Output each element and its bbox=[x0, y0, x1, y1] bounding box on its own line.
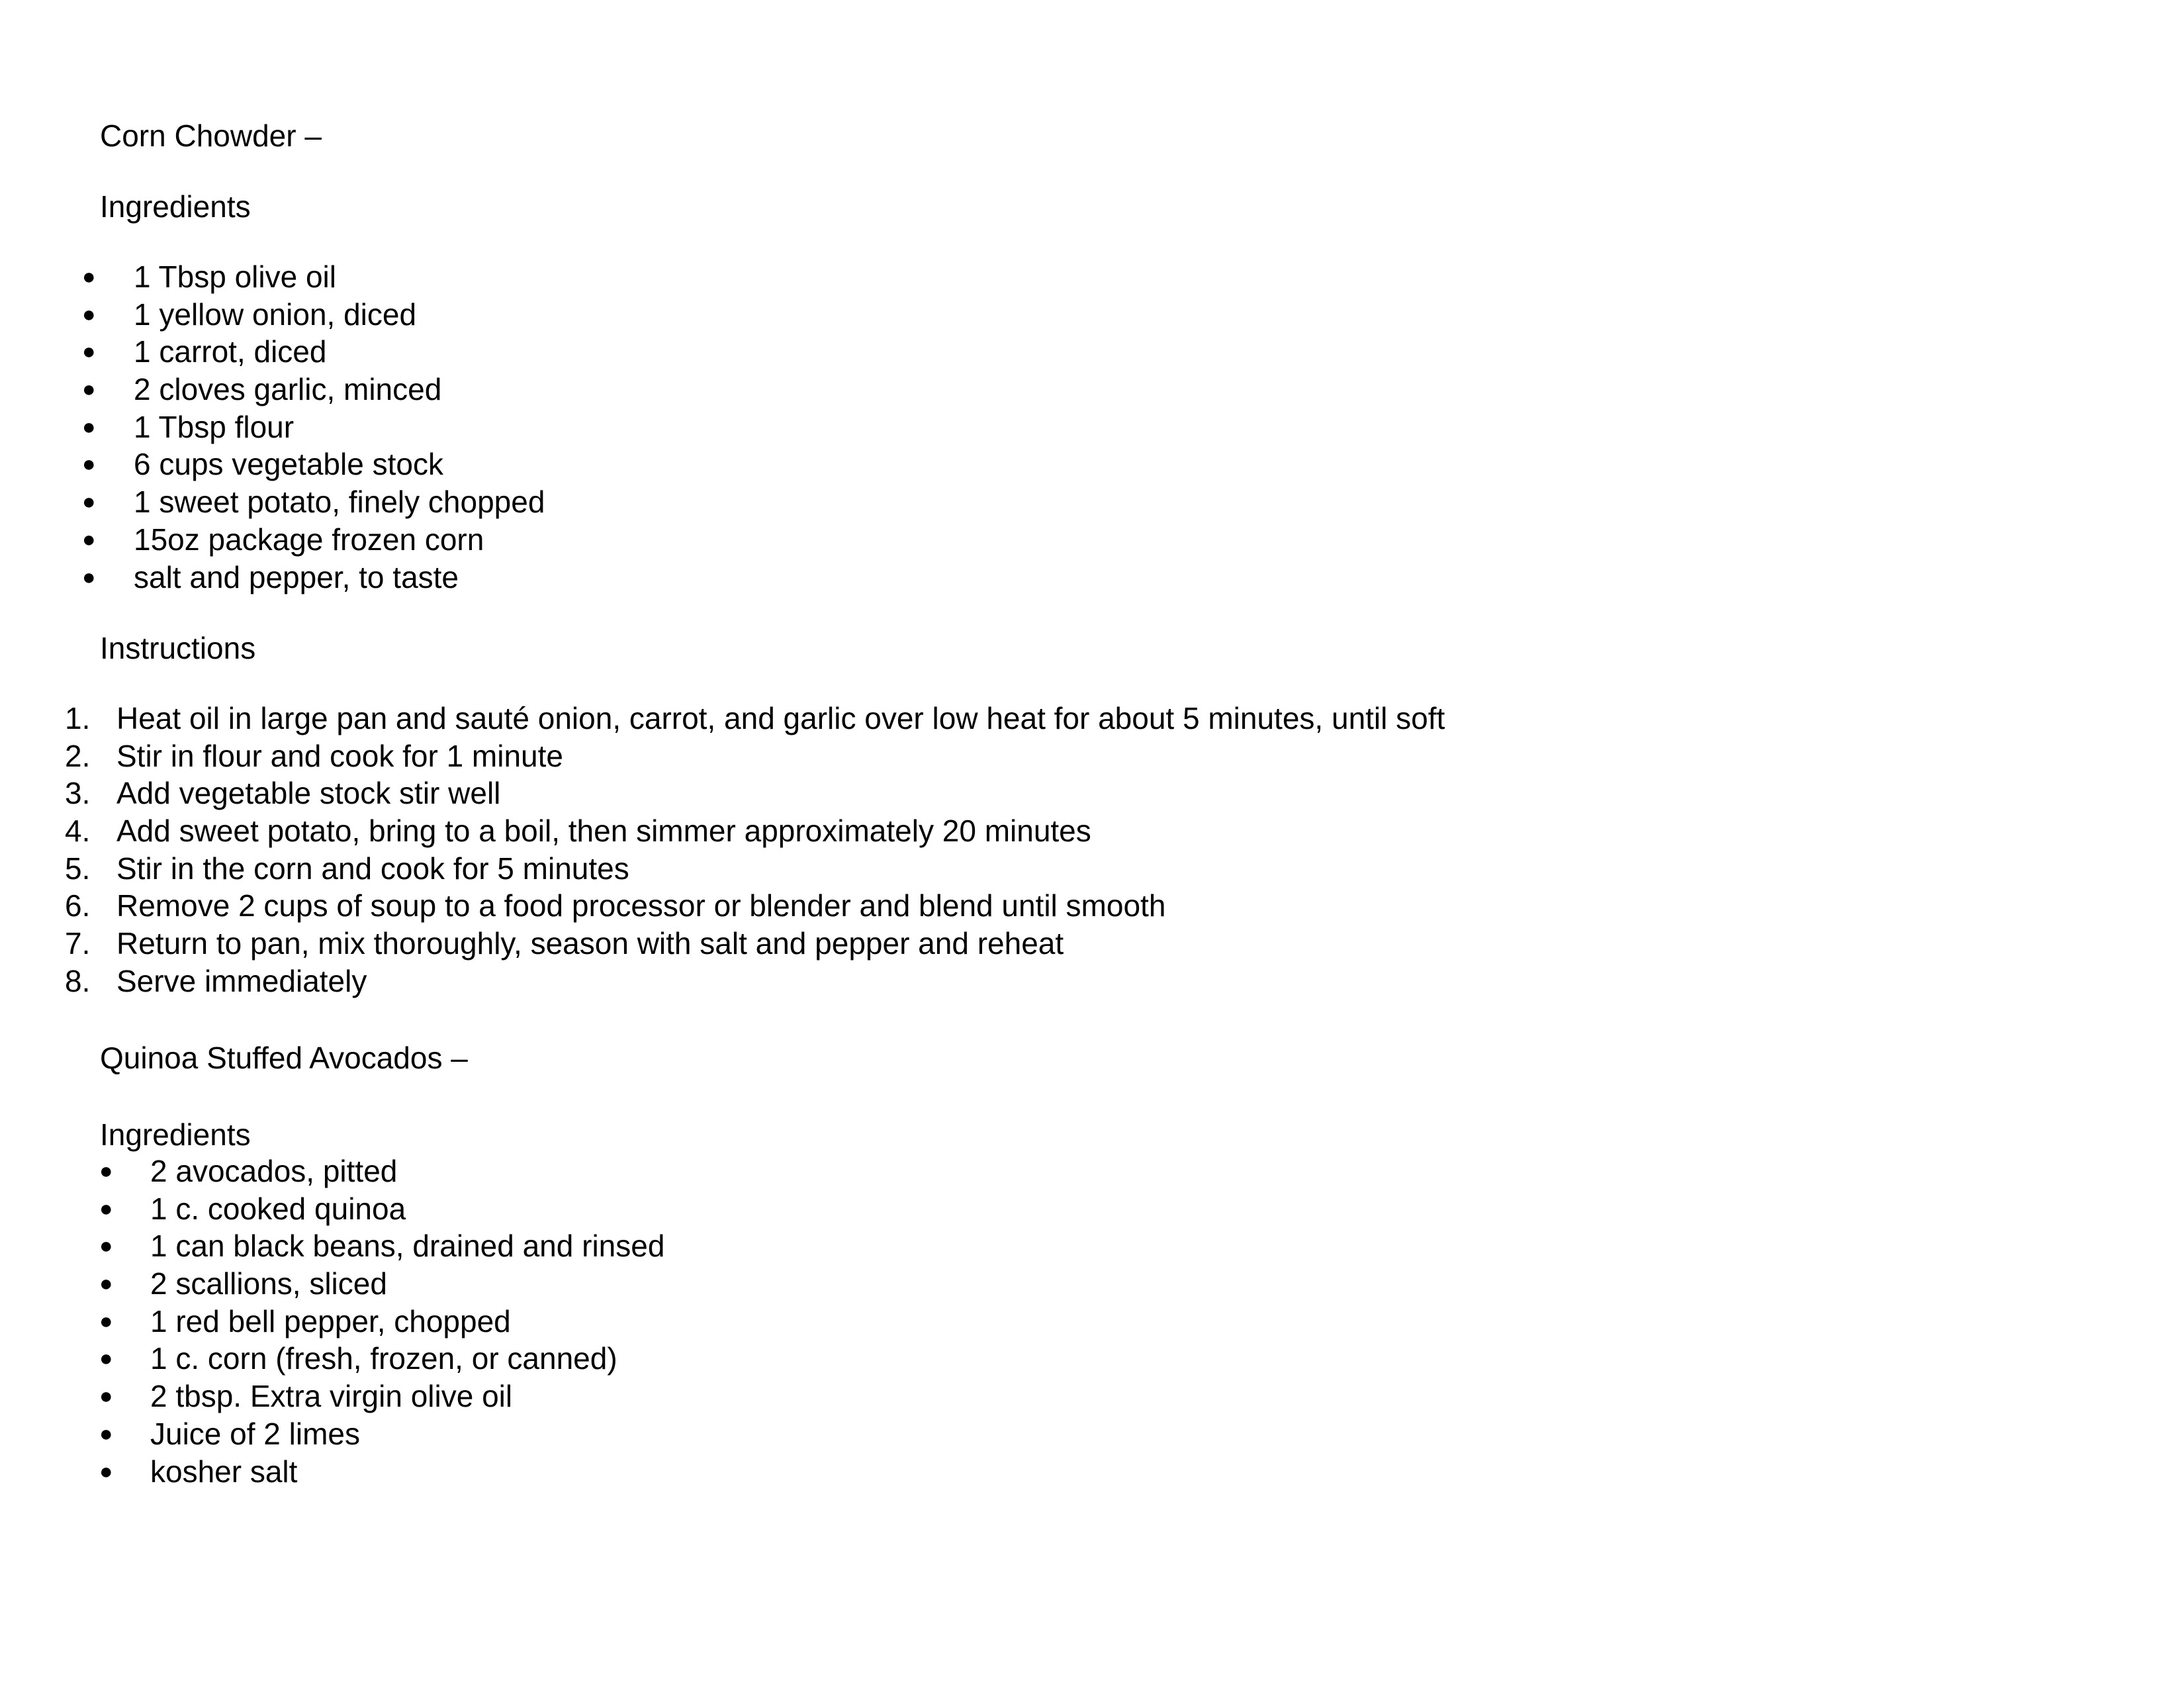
bullet-icon: ● bbox=[82, 339, 96, 365]
ingredient-text: 1 carrot, diced bbox=[134, 334, 327, 369]
bullet-icon: ● bbox=[82, 377, 96, 402]
step-number: 5. bbox=[65, 851, 91, 886]
ingredients-list bbox=[0, 258, 2184, 596]
list-item bbox=[0, 1227, 2184, 1265]
bullet-icon: ● bbox=[82, 564, 96, 590]
bullet-icon: ● bbox=[99, 1271, 113, 1297]
bullet-icon: ● bbox=[82, 451, 96, 477]
bullet-icon: ● bbox=[82, 414, 96, 440]
ingredient-text: 2 cloves garlic, minced bbox=[134, 372, 442, 407]
list-item bbox=[0, 812, 2184, 850]
step-number: 8. bbox=[65, 963, 91, 998]
ingredient-text: 2 tbsp. Extra virgin olive oil bbox=[150, 1379, 513, 1414]
ingredient-text: salt and pepper, to taste bbox=[134, 559, 459, 594]
bullet-icon: ● bbox=[82, 264, 96, 289]
list-item bbox=[0, 296, 2184, 334]
list-item bbox=[0, 1190, 2184, 1228]
ingredient-text: Juice of 2 limes bbox=[150, 1416, 361, 1451]
ingredient-text: 1 c. cooked quinoa bbox=[150, 1191, 406, 1226]
ingredients-heading: Ingredients bbox=[100, 189, 251, 224]
step-text: Stir in flour and cook for 1 minute bbox=[116, 738, 563, 773]
ingredient-text: 1 c. corn (fresh, frozen, or canned) bbox=[150, 1341, 617, 1376]
ingredient-text: 1 red bell pepper, chopped bbox=[150, 1303, 511, 1338]
recipe-title: Corn Chowder – bbox=[100, 118, 322, 153]
ingredient-text: 1 yellow onion, diced bbox=[134, 297, 417, 332]
step-text: Add vegetable stock stir well bbox=[116, 776, 501, 811]
list-item bbox=[0, 887, 2184, 925]
bullet-icon: ● bbox=[99, 1158, 113, 1184]
step-number: 4. bbox=[65, 814, 91, 849]
bullet-icon: ● bbox=[99, 1346, 113, 1372]
step-text: Heat oil in large pan and sauté onion, carrot, and garlic over low heat for about 5 minutes, until soft bbox=[116, 701, 1445, 735]
ingredient-text: 6 cups vegetable stock bbox=[134, 447, 443, 482]
bullet-icon: ● bbox=[82, 489, 96, 515]
step-text: Serve immediately bbox=[116, 963, 367, 998]
list-item bbox=[0, 258, 2184, 296]
step-text: Stir in the corn and cook for 5 minutes bbox=[116, 851, 629, 886]
list-item bbox=[0, 521, 2184, 559]
bullet-icon: ● bbox=[99, 1233, 113, 1259]
recipe-title: Quinoa Stuffed Avocados – bbox=[100, 1041, 468, 1075]
list-item bbox=[0, 1378, 2184, 1415]
step-number: 2. bbox=[65, 738, 91, 773]
instructions-list bbox=[0, 700, 2184, 1000]
bullet-icon: ● bbox=[99, 1421, 113, 1446]
list-item bbox=[0, 559, 2184, 596]
list-item bbox=[0, 962, 2184, 1000]
list-item bbox=[0, 1265, 2184, 1303]
list-item bbox=[0, 408, 2184, 446]
bullet-icon: ● bbox=[99, 1308, 113, 1334]
ingredient-text: 1 Tbsp flour bbox=[134, 409, 295, 444]
ingredient-text: 1 can black beans, drained and rinsed bbox=[150, 1229, 665, 1264]
bullet-icon: ● bbox=[99, 1383, 113, 1409]
step-number: 1. bbox=[65, 701, 91, 735]
list-item bbox=[0, 774, 2184, 812]
list-item bbox=[0, 850, 2184, 888]
ingredient-text: 2 avocados, pitted bbox=[150, 1154, 398, 1188]
step-number: 3. bbox=[65, 776, 91, 811]
list-item bbox=[0, 737, 2184, 775]
list-item bbox=[0, 700, 2184, 737]
list-item bbox=[0, 925, 2184, 962]
step-text: Add sweet potato, bring to a boil, then simmer approximately 20 minutes bbox=[116, 814, 1091, 849]
ingredient-text: kosher salt bbox=[150, 1454, 298, 1489]
bullet-icon: ● bbox=[82, 526, 96, 552]
step-number: 6. bbox=[65, 888, 91, 923]
list-item bbox=[0, 1453, 2184, 1491]
ingredient-text: 1 sweet potato, finely chopped bbox=[134, 485, 545, 520]
step-text: Return to pan, mix thoroughly, season with salt and pepper and reheat bbox=[116, 926, 1064, 961]
list-item bbox=[0, 333, 2184, 371]
instructions-heading: Instructions bbox=[100, 631, 256, 665]
list-item bbox=[0, 371, 2184, 408]
ingredient-text: 1 Tbsp olive oil bbox=[134, 259, 336, 294]
list-item bbox=[0, 483, 2184, 521]
list-item bbox=[0, 1152, 2184, 1190]
list-item bbox=[0, 1340, 2184, 1378]
bullet-icon: ● bbox=[82, 301, 96, 327]
step-text: Remove 2 cups of soup to a food processor or blender and blend until smooth bbox=[116, 888, 1166, 923]
step-number: 7. bbox=[65, 926, 91, 961]
ingredient-text: 2 scallions, sliced bbox=[150, 1266, 387, 1301]
list-item bbox=[0, 1303, 2184, 1340]
bullet-icon: ● bbox=[99, 1196, 113, 1221]
ingredients-list bbox=[0, 1152, 2184, 1490]
list-item bbox=[0, 445, 2184, 483]
bullet-icon: ● bbox=[99, 1458, 113, 1484]
list-item bbox=[0, 1415, 2184, 1453]
ingredient-text: 15oz package frozen corn bbox=[134, 522, 484, 557]
ingredients-heading: Ingredients bbox=[100, 1117, 251, 1152]
